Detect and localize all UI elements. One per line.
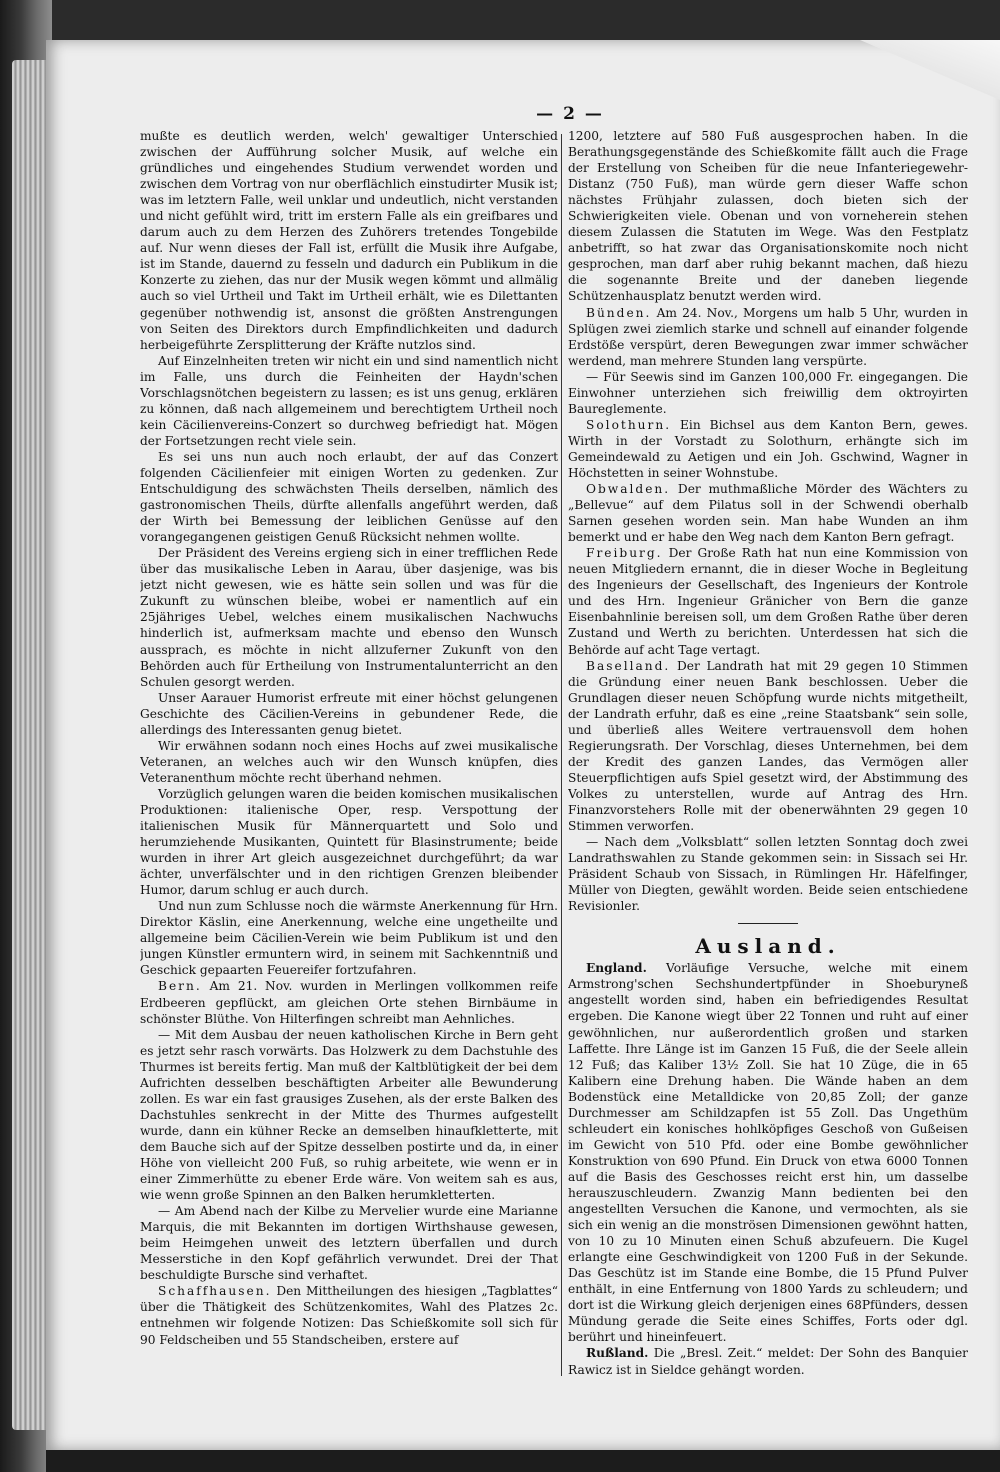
news-country: England. [586,961,647,976]
section-heading: Ausland. [695,934,841,959]
paragraph: Vorzüglich gelungen waren die beiden komischen musikalischen Produktionen: italienische Oper, resp. Verspottung der italienischen Musik für Männerquartett und Solo und herumziehende Musikanten, Quintett für Blasinstrumente; beide wurden in ihrer Art gleich ausgezeichnet durchgeführt; da war ächter, unverfälschter und in den richtigen Grenzen bleibender Humor, darum schlug er auch durch. [140,786,558,898]
paragraph: Es sei uns nun auch noch erlaubt, der auf das Conzert folgenden Cäcilienfeier mit einigen Worten zu gedenken. Zur Entschuldigung des schwächsten Theils derselben, nämlich des gastronomischen Theils, dürfte allenfalls angeführt werden, daß der Wirth bei Bemessung der leiblichen Genüsse auf den vorangegangenen geistigen Genuß Rücksicht nehmen wollte. [140,449,558,545]
news-place: Bern. [158,979,202,994]
news-item [568,834,968,914]
news-place: Baselland. [586,658,671,673]
paragraph: Auf Einzelnheiten treten wir nicht ein und sind namentlich nicht im Falle, uns durch die Feinheiten der Haydn'schen Vorschlagsnötchen begeistern zu lassen; es ist uns genug, erklären zu können, daß nach allgemeinem und berechtigtem Urtheil noch kein Cäcilienvereins-Conzert so durchweg befriedigt hat. Mögen der Fortsetzungen recht viele sein. [140,353,558,448]
foreign-news-item [568,960,968,1345]
paragraph: Unser Aarauer Humorist erfreute mit einer höchst gelungenen Geschichte des Cäcilien-Vereins in gebundener Rede, die allerdings des Interessanten genug bietet. [140,690,558,737]
paragraph: Wir erwähnen sodann noch eines Hochs auf zwei musikalische Veteranen, an welches auch wir den Wunsch knüpfen, dies Veteranenthum möchte recht überhand nehmen. [140,738,558,785]
news-text: Der muthmaßliche Mörder des Wächters zu „Bellevue“ auf dem Pilatus soll in der Schwendi oberhalb Sarnen gesehen worden sein. Man habe Wunden an ihm bemerkt und er habe den Weg nach dem Kanton Bern gefragt. [568,482,968,545]
news-item [568,128,968,305]
news-item [568,545,968,657]
page-bottom-shadow [46,1450,1000,1472]
right-column [568,128,968,1378]
news-item [568,369,968,417]
section-rule [738,923,798,924]
news-item [140,978,558,1026]
news-item [568,658,968,835]
foreign-news-item [568,1345,968,1377]
news-text: Am 24. Nov., Morgens um halb 5 Uhr, wurden in Splügen zwei ziemlich starke und schnell auf einander folgende Erdstöße verspürt, deren Bewegungen zwar immer schwächer werdend, man mehrere Stunden lang verspürte. [568,305,968,368]
news-text: Die „Bresl. Zeit.“ meldet: Der Sohn des Banquier Rawicz ist in Sieldce gehängt worden. [568,1346,968,1377]
news-text: Ein Bichsel aus dem Kanton Bern, gewes. Wirth in der Vorstadt zu Solothurn, erhängte sich im Gemeindewald zu Aetigen und ein Joh. Gschwind, Wagner in Höchstetten in seiner Wohnstube. [568,417,968,480]
news-text: — Für Seewis sind im Ganzen 100,000 Fr. eingegangen. Die Einwohner unterziehen sich freiwillig dem oktroyirten Baureglemente. [568,369,968,416]
news-item [140,1283,558,1347]
paragraph: mußte es deutlich werden, welch' gewaltiger Unterschied zwischen der Aufführung solcher Musik, auf welche ein gründliches und eingehendes Studium verwendet worden und zwischen dem Vortrag von nur oberflächlich einstudirter Musik ist; was im letztern Falle, weil unklar und undeutlich, nicht verstanden und nicht gefühlt wird, tritt im erstern Falle als ein greifbares und darum auch zu dem Herzen des Zuhörers tretendes Tongebilde auf. Nur wenn dieses der Fall ist, erfüllt die Musik ihre Aufgabe, ist im Stande, dauernd zu fesseln und dadurch ein Publikum in die Konzerte zu ziehen, das nur der Musik wegen kömmt und allmälig auch so viel Urtheil und Takt im Urtheil erhält, wie es Dilettanten gegenüber nothwendig ist, ansonst die größten Anstrengungen von Seiten des Direktors durch Empfindlichkeiten und dadurch herbeigeführte Zersplitterung der Kräfte nutzlos sind. [140,129,558,352]
folded-corner [860,40,1000,100]
news-place: Obwalden. [586,482,671,497]
news-place: Solothurn. [586,417,672,432]
news-place: Schaffhausen. [158,1284,272,1299]
page-number: — 2 — [536,104,604,124]
left-column [140,128,558,1378]
news-text: Der Große Rath hat nun eine Kommission von neuen Mitgliedern ernannt, die in dieser Woche in Begleitung des Ingenieurs der Gesellschaft, des Ingenieurs der Kontrole und des Hrn. Ingenieur Gränicher von Bern die ganze Eisenbahnlinie bereisen soll, um dem Großen Rathe über deren Zustand und Werth zu berichten. Unterdessen hat sich die Behörde auf acht Tage vertagt. [568,546,968,657]
column-divider [561,134,562,1376]
news-item [568,305,968,369]
news-text: — Am Abend nach der Kilbe zu Mervelier wurde eine Marianne Marquis, die mit Bekannten im dortigen Wirthshause gewesen, beim Heimgehen unweit des letztern überfallen und durch Messerstiche in den Kopf gefährlich verwundet. Drei der That beschuldigte Bursche sind verhaftet. [140,1204,558,1283]
news-text: Den Mittheilungen des hiesigen „Tagblattes“ über die Thätigkeit des Schützenkomites, Wahl des Platzes 2c. entnehmen wir folgende Notizen: Das Schießkomite soll sich für 90 Feldscheiben und 55 Standscheiben, erstere auf [140,1284,558,1347]
news-place: Freiburg. [586,546,663,561]
news-text: 1200, letztere auf 580 Fuß ausgesprochen haben. In die Berathungsgegenstände des Schießkomite fällt auch die Frage der Erstellung von Scheiben für die neue Infanteriegewehr-Distanz (750 Fuß), man würde gern dieser Waffe schon nächstes Frühjahr zulassen, doch bieten sich der Schwierigkeiten viele. Obenan und von vorneherein stehen diesem Zulassen die Statuten im Wege. Was den Festplatz anbetrifft, so hat zwar das Organisationskomite noch nicht gesprochen, man darf aber ruhig bekannt machen, daß hiezu die sogenannte Breite und der daneben liegende Schützenhausplatz benutzt werden wird. [568,129,968,304]
news-item [140,1027,558,1204]
paragraph: Der Präsident des Vereins ergieng sich in einer trefflichen Rede über das musikalische Leben in Aarau, über dasjenige, was bis jetzt nicht gewesen, wie es hätte sein sollen und was für die Zukunft zu wünschen bleibe, wobei er namentlich auf ein 25jähriges Uebel, welches einem musikalischen Nachwuchs hinderlich ist, aufmerksam machte und ebenso den Wunsch aussprach, es möchte in nicht allzuferner Zukunft von den Behörden auch für Ertheilung von Instrumentalunterricht an den Schulen gesorgt werden. [140,546,558,689]
news-text: Vorläufige Versuche, welche mit einem Armstrong'schen Sechshundertpfünder in Shoeburyneß angestellt worden sind, haben ein befriedigendes Resultat ergeben. Die Kanone wiegt über 22 Tonnen und ruht auf einer gewöhnlichen, nur außerordentlich großen und starken Laffette. Ihre Länge ist im Ganzen 15 Fuß, die der Seele allein 12 Fuß; das Kaliber 13½ Zoll. Sie hat 10 Züge, die in 65 Kalibern eine Drehung haben. Die Wände haben an dem Bodenstück eine Metalldicke von 20,85 Zoll; der ganze Durchmesser am Schildzapfen ist 55 Zoll. Das Ungethüm schleudert ein konisches hohlköpfiges Geschoß von Gußeisen im Gewicht von 510 Pfd. oder eine Bombe gewöhnlicher Konstruktion von 690 Pfund. Ein Druck von etwa 6000 Tonnen auf die Basis des Geschosses reicht erst hin, um dasselbe herauszuschleudern. Zwanzig Mann bedienten bei den angestellten Versuchen die Kanone, und vermochten, als sie sich ein wenig an die monströsen Dimensionen gewöhnt hatten, von 10 zu 10 Minuten einen Schuß abzufeuern. Die Kugel erlangte eine Geschwindigkeit von 1200 Fuß in der Sekunde. Das Geschütz ist im Stande eine Bombe, die 15 Pfund Pulver enthält, in eine Entfernung von 1800 Yards zu schleudern; und dort ist die Wirkung gleich derjenigen eines 68Pfünders, dessen Mündung gerade die Seite eines Schiffes, Forts oder dgl. berührt und hineinfeuert. [568,961,968,1345]
news-text: Der Landrath hat mit 29 gegen 10 Stimmen die Gründung einer neuen Bank beschlossen. Ueber die Grundlagen dieser neuen Schöpfung wurde nichts mitgetheilt, der Landrath erfuhr, daß es eine „reine Staatsbank“ sein solle, und überließ alles Weitere vertrauensvoll dem hohen Regierungsrath. Der Vorschlag, dieses Unternehmen, bei dem der Kredit des ganzen Landes, das Vermögen aller Steuerpflichtigen aufs Spiel gesetzt wird, der Abstimmung des Volkes zu unterstellen, wurde auf Antrag des Hrn. Finanzvorstehers Rolle mit der obenerwähnten 29 gegen 10 Stimmen verworfen. [568,658,968,834]
news-text: Am 21. Nov. wurden in Merlingen vollkommen reife Erdbeeren gepflückt, am gleichen Orte stehen Birnbäume in schönster Blüthe. Von Hilterfingen schreibt man Aehnliches. [140,979,558,1026]
news-item [568,417,968,481]
news-place: Bünden. [586,305,652,320]
paragraph: Und nun zum Schlusse noch die wärmste Anerkennung für Hrn. Direktor Käslin, eine Anerkennung, welche eine ungetheilte und allgemeine beim Cäcilien-Verein wie beim Publikum ist und den jungen Künstler ermuntern wird, in seinem mit Sachkenntniß und Geschick gepaarten Feuereifer fortzufahren. [140,899,558,978]
news-text: — Mit dem Ausbau der neuen katholischen Kirche in Bern geht es jetzt sehr rasch vorwärts. Das Holzwerk zu dem Dachstuhle des Thurmes ist bereits fertig. Man muß der Kaltblütigkeit der bei dem Aufrichten desselben beschäftigten Arbeiter alle Bewunderung zollen. Es war ein fast grausiges Zusehen, als der erste Balken des Dachstuhles senkrecht in der Mitte des Thurmes aufgestellt wurde, dann ein kühner Recke an demselben hinaufkletterte, mit dem Bauche sich auf der Spitze desselben postirte und da, in einer Höhe von vielleicht 200 Fuß, so ruhig arbeitete, wie wenn er in einer Zimmerhütte zu ebener Erde wäre. Von weitem sah es aus, wie wenn große Spinnen an den Balken herumkletterten. [140,1027,558,1203]
news-country: Rußland. [586,1346,649,1361]
news-item [140,1203,558,1283]
news-text: — Nach dem „Volksblatt“ sollen letzten Sonntag doch zwei Landrathswahlen zu Stande gekommen sein: in Sissach sei Hr. Präsident Schaub von Sissach, in Rümlingen Hr. Häfelfinger, Müller von Diegten, gewählt worden. Beide seien entschiedene Revisionler. [568,835,968,914]
news-item [568,481,968,545]
